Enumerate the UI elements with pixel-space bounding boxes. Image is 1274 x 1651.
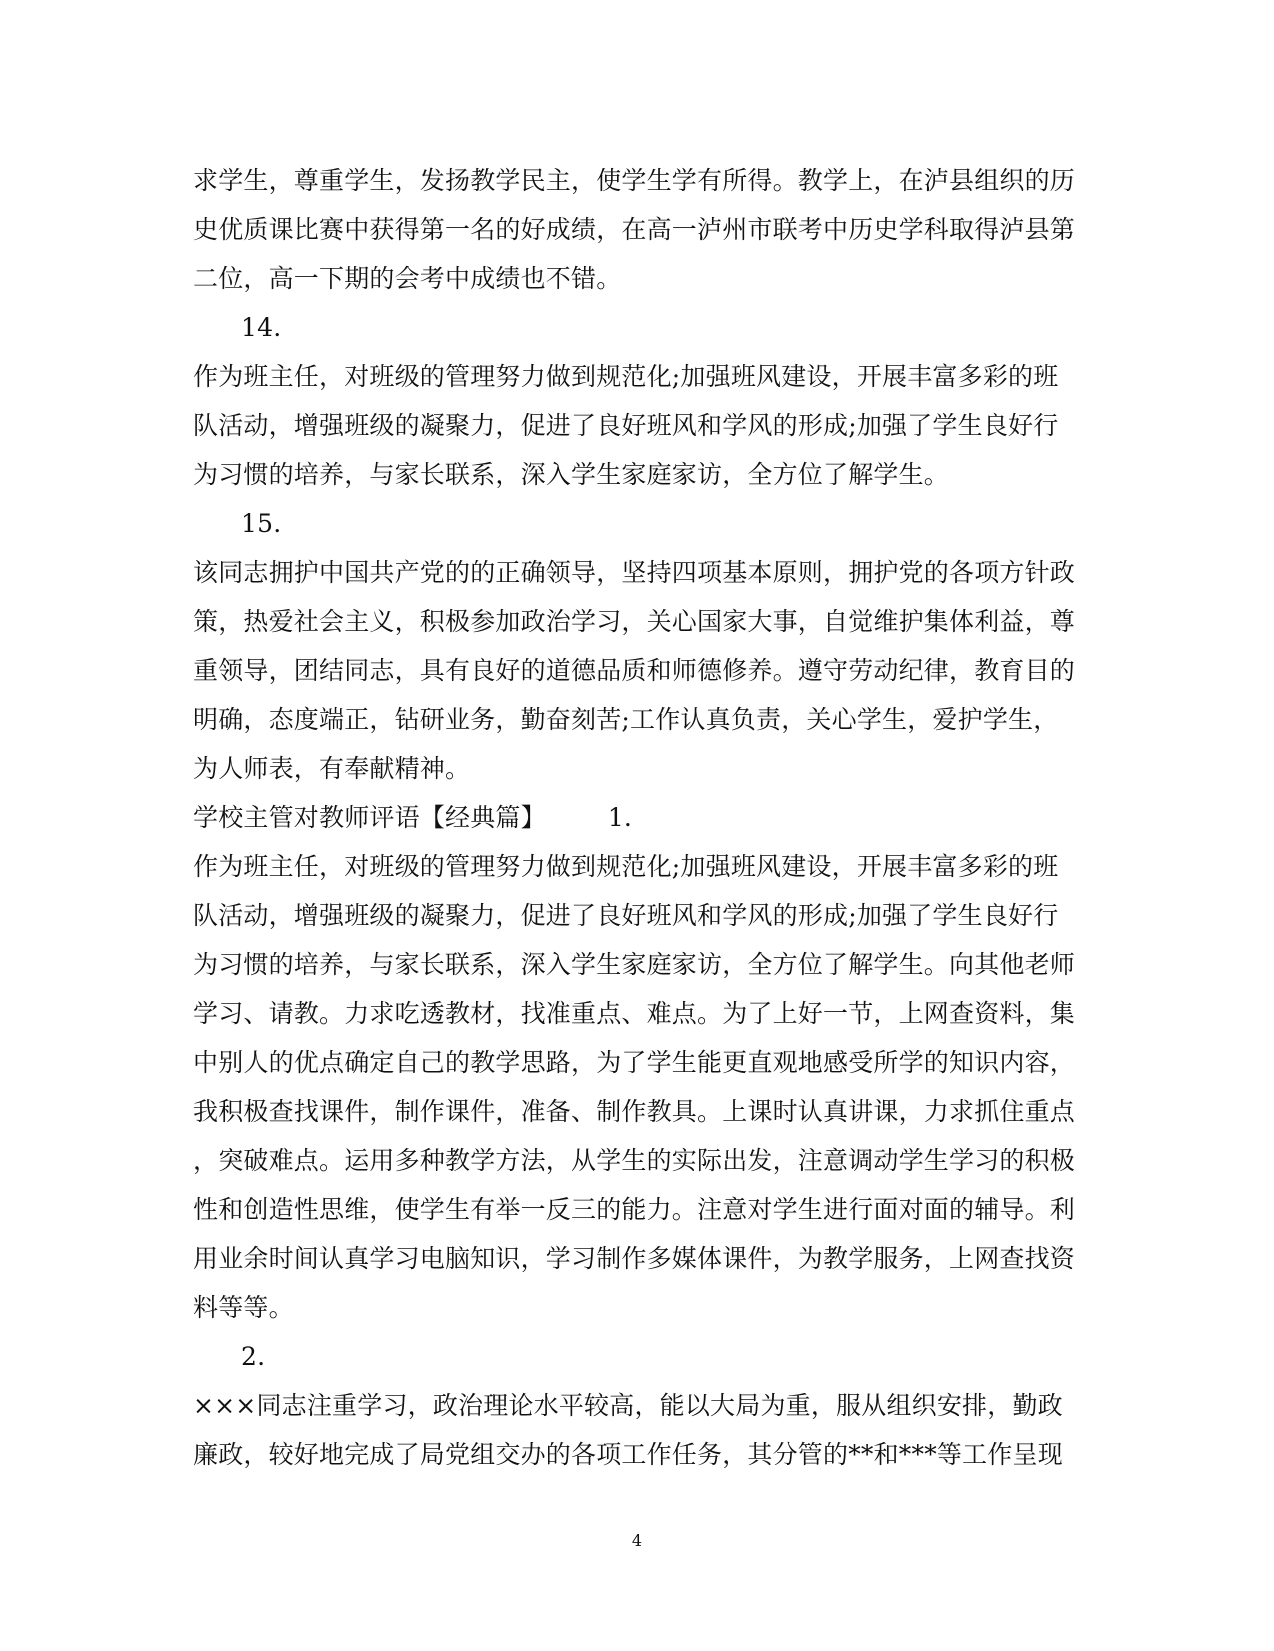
text-line: ，突破难点。运用多种教学方法，从学生的实际出发，注意调动学生学习的积极 [193, 1146, 1076, 1175]
text-line: 学习、请教。力求吃透教材，找准重点、难点。为了上好一节，上网查资料，集 [193, 999, 1076, 1028]
text-line: 为人师表，有奉献精神。 [193, 754, 471, 783]
item-number: 15. [241, 509, 282, 538]
text-line: 策，热爱社会主义，积极参加政治学习，关心国家大事，自觉维护集体利益，尊 [193, 607, 1076, 636]
text-line: 为习惯的培养，与家长联系，深入学生家庭家访，全方位了解学生。 [193, 460, 950, 489]
text-line: 料等等。 [193, 1293, 294, 1322]
text-line: 队活动，增强班级的凝聚力，促进了良好班风和学风的形成;加强了学生良好行 [193, 411, 1059, 440]
item-number: 2. [241, 1342, 266, 1371]
text-line: 作为班主任，对班级的管理努力做到规范化;加强班风建设，开展丰富多彩的班 [193, 852, 1059, 881]
text-line: 我积极查找课件，制作课件，准备、制作教具。上课时认真讲课，力求抓住重点 [193, 1097, 1076, 1126]
text-line: 二位，高一下期的会考中成绩也不错。 [193, 264, 622, 293]
text-line: 队活动，增强班级的凝聚力，促进了良好班风和学风的形成;加强了学生良好行 [193, 901, 1059, 930]
text-line: 明确，态度端正，钻研业务，勤奋刻苦;工作认真负责，关心学生，爱护学生， [193, 705, 1059, 734]
text-line: 廉政，较好地完成了局党组交办的各项工作任务，其分管的**和***等工作呈现 [193, 1440, 1063, 1469]
text-line: 史优质课比赛中获得第一名的好成绩，在高一泸州市联考中历史学科取得泸县第 [193, 215, 1076, 244]
text-line: ×××同志注重学习，政治理论水平较高，能以大局为重，服从组织安排，勤政 [193, 1391, 1063, 1420]
text-line: 作为班主任，对班级的管理努力做到规范化;加强班风建设，开展丰富多彩的班 [193, 362, 1059, 391]
item-number: 14. [241, 313, 282, 342]
text-line: 性和创造性思维，使学生有举一反三的能力。注意对学生进行面对面的辅导。利 [193, 1195, 1076, 1224]
text-line: 重领导，团结同志，具有良好的道德品质和师德修养。遵守劳动纪律，教育目的 [193, 656, 1076, 685]
section-heading: 学校主管对教师评语【经典篇】 [193, 803, 546, 832]
text-line: 用业余时间认真学习电脑知识，学习制作多媒体课件，为教学服务，上网查找资 [193, 1244, 1076, 1273]
text-line: 该同志拥护中国共产党的的正确领导，坚持四项基本原则，拥护党的各项方针政 [193, 558, 1076, 587]
text-line: 为习惯的培养，与家长联系，深入学生家庭家访，全方位了解学生。向其他老师 [193, 950, 1076, 979]
text-line: 求学生，尊重学生，发扬教学民主，使学生学有所得。教学上，在泸县组织的历 [193, 166, 1076, 195]
document-body [193, 156, 1083, 1479]
item-number: 1. [607, 803, 633, 832]
page-number: 4 [631, 1531, 643, 1550]
section-heading-row [193, 793, 1083, 842]
text-line: 中别人的优点确定自己的教学思路，为了学生能更直观地感受所学的知识内容， [193, 1048, 1076, 1077]
